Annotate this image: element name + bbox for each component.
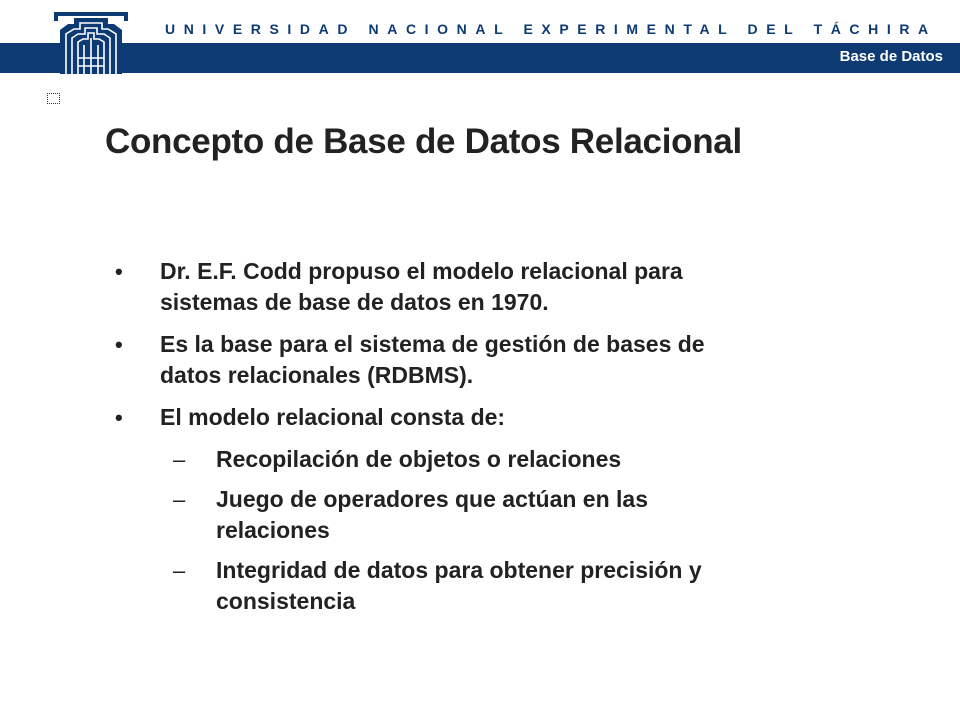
placeholder-box (47, 93, 60, 104)
sub-list-item (115, 555, 855, 617)
list-item-line: relaciones (216, 517, 330, 543)
bullet-dash: – (173, 558, 186, 583)
list-item-line: Dr. E.F. Codd propuso el modelo relacional para (160, 258, 683, 284)
list-item-line: consistencia (216, 588, 356, 614)
list-item-line: Integridad de datos para obtener precisión y (216, 557, 702, 583)
header-bar (0, 43, 960, 73)
bullet-dot: • (115, 332, 123, 357)
list-item (115, 329, 855, 391)
bullet-dash: – (173, 447, 186, 472)
list-item (115, 402, 855, 433)
sub-list-item (115, 484, 855, 546)
list-item-line: El modelo relacional consta de: (160, 404, 506, 430)
bullet-dot: • (115, 259, 123, 284)
course-name: Base de Datos (839, 48, 943, 65)
sub-list-item (115, 444, 855, 475)
bullet-list (115, 256, 855, 626)
university-logo-icon (52, 10, 130, 74)
list-item-line: datos relacionales (RDBMS). (160, 362, 474, 388)
list-item-line: Recopilación de objetos o relaciones (216, 446, 622, 472)
list-item-line: sistemas de base de datos en 1970. (160, 289, 549, 315)
list-item (115, 256, 855, 318)
list-item-line: Juego de operadores que actúan en las (216, 486, 649, 512)
university-name: UNIVERSIDAD NACIONAL EXPERIMENTAL DEL TÁCHIRA (165, 21, 937, 37)
bullet-dot: • (115, 405, 123, 430)
bullet-dash: – (173, 487, 186, 512)
slide-title: Concepto de Base de Datos Relacional (105, 122, 742, 161)
list-item-line: Es la base para el sistema de gestión de bases de (160, 331, 705, 357)
